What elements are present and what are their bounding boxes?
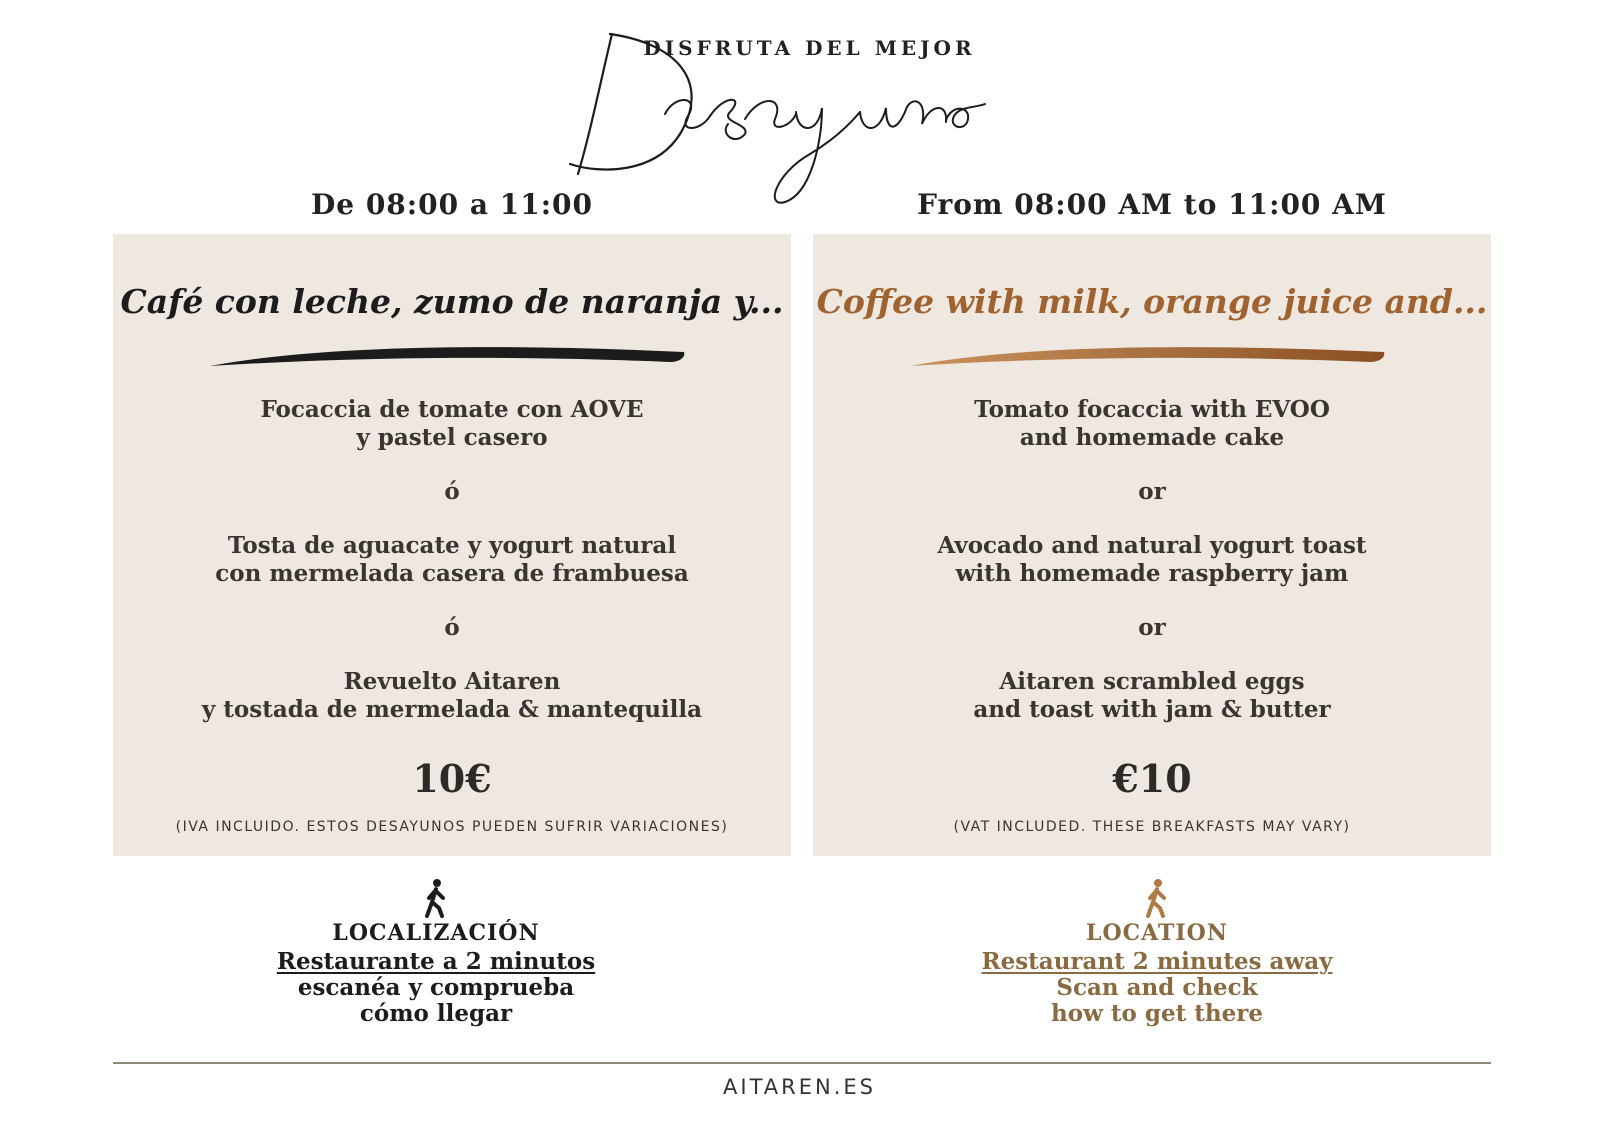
menu-panel-english bbox=[813, 234, 1491, 856]
option-2-line-1: Tosta de aguacate y yogurt natural bbox=[227, 532, 677, 559]
location-link[interactable]: Restaurant 2 minutes away bbox=[981, 948, 1333, 975]
note-spanish: (IVA INCLUIDO. ESTOS DESAYUNOS PUEDEN SUFRIR VARIACIONES) bbox=[175, 819, 729, 835]
script-title-desayuno bbox=[560, 24, 990, 214]
headline-english: Coffee with milk, orange juice and... bbox=[816, 282, 1488, 321]
separator-1-spanish: ó bbox=[444, 478, 460, 505]
footer-website[interactable]: AITAREN.ES bbox=[723, 1075, 876, 1099]
location-english bbox=[907, 878, 1407, 1027]
option-1-line-2: y pastel casero bbox=[356, 424, 548, 451]
separator-1-english: or bbox=[1138, 478, 1166, 505]
hours-spanish: De 08:00 a 11:00 bbox=[310, 188, 593, 221]
location-line-1: Scan and check bbox=[1056, 974, 1258, 1001]
walking-person-icon bbox=[422, 878, 450, 918]
walking-person-icon bbox=[1143, 878, 1171, 918]
price-english: €10 bbox=[1112, 756, 1192, 801]
option-1-line-1: Focaccia de tomate con AOVE bbox=[260, 396, 644, 423]
option-1-english bbox=[813, 396, 1491, 452]
location-line-2: how to get there bbox=[1051, 1000, 1263, 1027]
option-2-line-2: with homemade raspberry jam bbox=[955, 560, 1349, 587]
option-2-line-2: con mermelada casera de frambuesa bbox=[215, 560, 689, 587]
option-3-line-2: and toast with jam & butter bbox=[973, 696, 1331, 723]
option-3-spanish bbox=[113, 668, 791, 724]
option-2-spanish bbox=[113, 532, 791, 588]
note-english: (VAT INCLUDED. THESE BREAKFASTS MAY VARY) bbox=[953, 819, 1351, 835]
location-title: LOCATION bbox=[1086, 920, 1228, 946]
price-spanish: 10€ bbox=[412, 756, 492, 801]
option-1-spanish bbox=[113, 396, 791, 452]
hours-english: From 08:00 AM to 11:00 AM bbox=[917, 188, 1387, 221]
option-2-english bbox=[813, 532, 1491, 588]
headline-spanish: Café con leche, zumo de naranja y... bbox=[120, 282, 784, 321]
option-3-english bbox=[813, 668, 1491, 724]
swoosh-divider-dark bbox=[208, 342, 688, 372]
location-line-1: escanéa y comprueba bbox=[297, 974, 575, 1001]
location-link[interactable]: Restaurante a 2 minutos bbox=[276, 948, 596, 975]
option-2-line-1: Avocado and natural yogurt toast bbox=[937, 532, 1367, 559]
option-1-line-2: and homemade cake bbox=[1019, 424, 1285, 451]
separator-2-spanish: ó bbox=[444, 614, 460, 641]
header-kicker: DISFRUTA DEL MEJOR bbox=[643, 36, 976, 60]
location-spanish bbox=[186, 878, 686, 1027]
swoosh-divider-accent bbox=[908, 342, 1388, 372]
location-line-2: cómo llegar bbox=[359, 1000, 513, 1027]
menu-panel-spanish bbox=[113, 234, 791, 856]
location-title: LOCALIZACIÓN bbox=[332, 920, 540, 946]
option-1-line-1: Tomato focaccia with EVOO bbox=[974, 396, 1330, 423]
option-3-line-1: Revuelto Aitaren bbox=[343, 668, 561, 695]
separator-2-english: or bbox=[1138, 614, 1166, 641]
footer-divider bbox=[113, 1062, 1491, 1064]
option-3-line-1: Aitaren scrambled eggs bbox=[999, 668, 1305, 695]
option-3-line-2: y tostada de mermelada & mantequilla bbox=[201, 696, 703, 723]
